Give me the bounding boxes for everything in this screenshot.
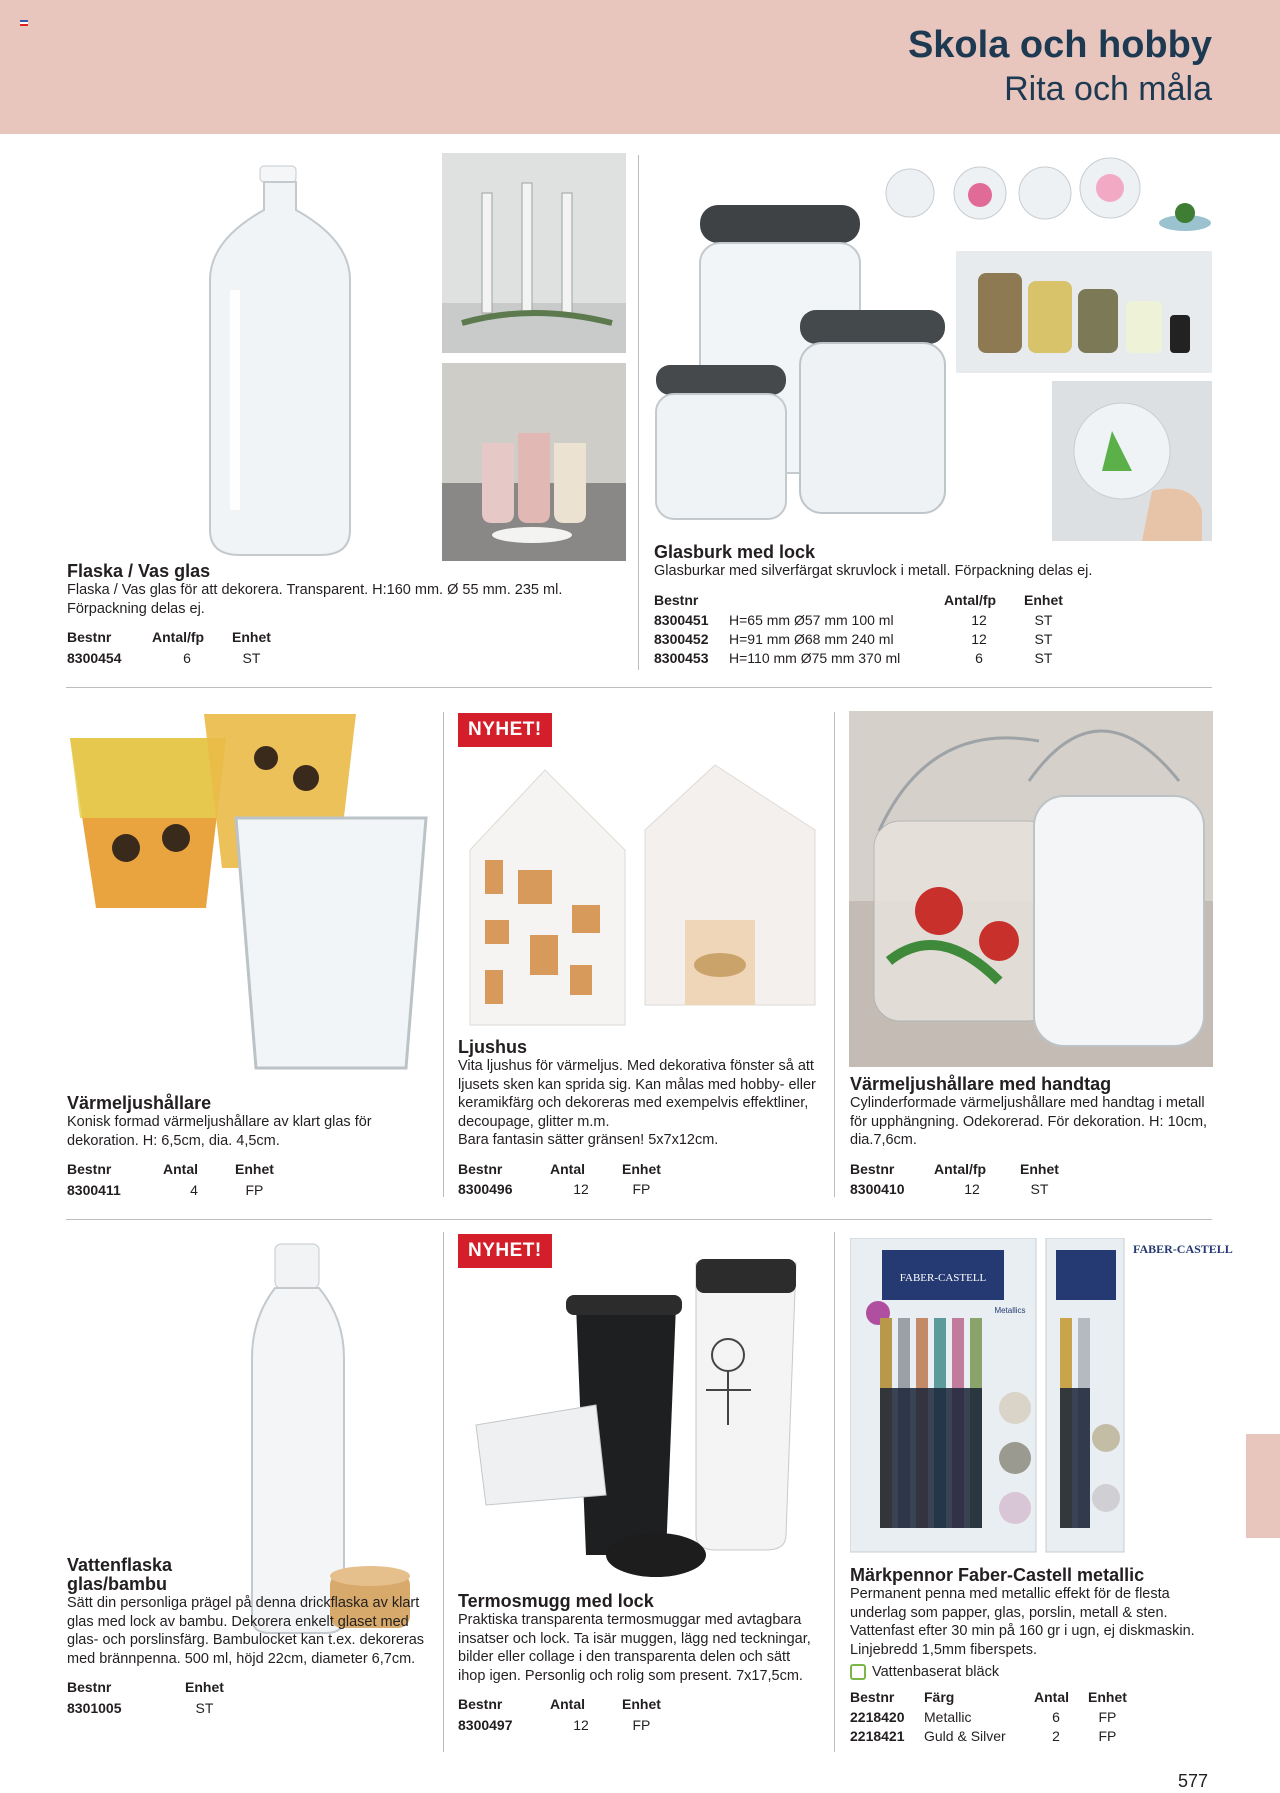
dimensions: H=91 mm Ø68 mm 240 ml	[729, 631, 894, 647]
col-header: Antal/fp	[944, 591, 997, 608]
article-number: 8300496	[458, 1181, 513, 1197]
col-header: Bestnr	[850, 1688, 895, 1705]
unit: ST	[195, 1699, 214, 1716]
product-table	[850, 1160, 1069, 1200]
col-header: Enhet	[1088, 1688, 1127, 1705]
candle-vase-photo	[442, 153, 626, 353]
thermos-mugs-image	[466, 1255, 822, 1585]
glass-bottle-image	[200, 160, 360, 560]
col-header-blank	[729, 591, 944, 612]
col-header: Enhet	[185, 1679, 224, 1695]
quantity: 6	[183, 649, 191, 666]
snow-globes-photo	[880, 153, 1212, 243]
product-vattenflaska	[67, 1556, 437, 1718]
article-number: 2218421	[850, 1728, 905, 1744]
table-row	[850, 1708, 1137, 1727]
article-number: 8300452	[654, 631, 709, 647]
col-header: Antal	[163, 1161, 198, 1177]
table-row	[458, 1180, 671, 1199]
product-table	[458, 1695, 671, 1735]
product-title: Termosmugg med lock	[458, 1591, 654, 1611]
quantity: 2	[1052, 1728, 1060, 1744]
new-badge: NYHET!	[458, 1234, 552, 1268]
product-description: Flaska / Vas glas för att dekorera. Transparent. H:160 mm. Ø 55 mm. 235 ml. Förpackning delas ej.	[67, 582, 563, 617]
col-header: Enhet	[622, 1696, 661, 1712]
color: Metallic	[924, 1709, 972, 1725]
unit: FP	[632, 1181, 651, 1197]
article-number: 2218420	[850, 1709, 905, 1725]
product-description: Vita ljushus för värmeljus. Med dekorativa fönster så att ljusets sken kan sprida sig. Kan målas med hobby- eller keramikfärg och dekoreras med exempelvis effektliner, decoupage, glitter m.m.	[458, 1058, 816, 1130]
water-based-note	[850, 1663, 1220, 1682]
product-title: Flaska / Vas glas	[67, 561, 211, 581]
product-title: Märkpennor Faber-Castell metallic	[850, 1565, 1145, 1585]
divider	[66, 1219, 1212, 1220]
unit: ST	[1034, 612, 1053, 628]
divider	[66, 687, 1212, 688]
col-header: Antal/fp	[152, 629, 205, 645]
page-number: 577	[1178, 1771, 1209, 1791]
quantity: 12	[573, 1716, 589, 1733]
col-header: Bestnr	[458, 1160, 503, 1177]
quantity: 12	[971, 631, 987, 647]
col-header: Enhet	[1020, 1160, 1059, 1177]
product-table	[67, 1160, 284, 1200]
col-header: Antal	[550, 1160, 585, 1177]
faber-castell-markers-image	[850, 1238, 1210, 1554]
product-title: Värmeljushållare	[67, 1093, 212, 1113]
product-table	[850, 1688, 1137, 1747]
dimensions: H=65 mm Ø57 mm 100 ml	[729, 612, 894, 628]
col-header: Bestnr	[67, 1679, 112, 1695]
col-header: Bestnr	[458, 1696, 503, 1712]
divider	[443, 712, 444, 1197]
filled-jars-photo	[956, 251, 1212, 373]
divider	[834, 1232, 835, 1752]
unit: FP	[1098, 1728, 1117, 1744]
dimensions: H=110 mm Ø75 mm 370 ml	[729, 650, 901, 666]
article-number: 8300454	[67, 649, 122, 666]
page-header	[0, 0, 1280, 134]
col-header: Enhet	[232, 629, 271, 645]
flag-icon	[20, 20, 28, 26]
quantity: 12	[964, 1181, 980, 1197]
glass-jars-image	[650, 195, 950, 525]
col-header: Enhet	[235, 1161, 274, 1177]
faber-castell-logo: FABER-CASTELL	[1133, 1242, 1233, 1256]
col-header: Bestnr	[67, 1161, 112, 1177]
product-table	[67, 1678, 234, 1718]
subcategory-title: Rita och måla	[1004, 70, 1212, 108]
painted-vases-photo	[442, 363, 626, 561]
candle-houses-image	[460, 760, 820, 1030]
col-header: Bestnr	[654, 591, 699, 608]
unit: FP	[632, 1716, 651, 1733]
article-number: 8300453	[654, 650, 709, 666]
unit: FP	[1098, 1709, 1117, 1725]
product-title: Ljushus	[458, 1037, 528, 1057]
article-number: 8301005	[67, 1699, 122, 1716]
color: Guld & Silver	[924, 1728, 1006, 1744]
product-description: Glasburkar med silverfärgat skruvlock i metall. Förpackning delas ej.	[654, 563, 1093, 579]
quantity: 6	[975, 650, 983, 666]
article-number: 8300451	[654, 612, 709, 628]
product-description: Sätt din personliga prägel på denna drickflaska av klart glas med lock av bambu. Dekorera enkelt glaset med glas- och porslinsfärg. Bambulocket kan t.ex. dekoreras med brännpenna. 500 ml, höjd 22cm, diameter 6,7cm.	[67, 1595, 425, 1667]
table-row	[67, 649, 281, 668]
table-row	[67, 1699, 234, 1718]
divider	[834, 712, 835, 1197]
unit: ST	[1030, 1181, 1049, 1197]
unit: ST	[1034, 631, 1053, 647]
product-title: Vattenflaska glas/bambu	[67, 1555, 173, 1594]
pack-sub-label: Metallics	[994, 1306, 1026, 1315]
col-header: Bestnr	[67, 629, 112, 645]
product-table	[458, 1160, 671, 1200]
table-row	[850, 1727, 1137, 1746]
quantity: 12	[971, 612, 987, 628]
unit: ST	[242, 649, 261, 666]
article-number: 8300497	[458, 1716, 513, 1733]
water-based-label: Vattenbaserat bläck	[872, 1664, 1000, 1680]
hanging-lantern-image	[849, 711, 1213, 1067]
col-header: Enhet	[1024, 591, 1063, 608]
product-ljushus	[458, 1038, 823, 1199]
product-description: Konisk formad värmeljushållare av klart glas för dekoration. H: 6,5cm, dia. 4,5cm.	[67, 1114, 372, 1149]
side-tab	[1246, 1434, 1280, 1538]
category-title: Skola och hobby	[907, 24, 1212, 66]
new-badge: NYHET!	[458, 713, 552, 747]
product-varmeljus	[67, 1094, 437, 1200]
col-header: Enhet	[622, 1160, 661, 1177]
quantity: 12	[573, 1181, 589, 1197]
col-header: Bestnr	[850, 1160, 895, 1177]
product-flaska	[67, 562, 607, 668]
unit: ST	[1034, 650, 1053, 666]
product-markpenna	[850, 1566, 1220, 1746]
table-row	[654, 649, 1073, 668]
pack-brand-label: FABER-CASTELL	[899, 1272, 987, 1284]
tealight-holders-image	[66, 708, 436, 1078]
divider	[443, 1232, 444, 1752]
product-description-extra: Bara fantasin sätter gränsen! 5x7x12cm.	[458, 1132, 719, 1148]
product-description: Praktiska transparenta termosmuggar med avtagbara insatser och lock. Ta isär muggen, lägg ned teckningar, bilder eller collage i den transparenta delen och sätt ihop igen. Personlig och rolig som present. 7x17,5cm.	[458, 1612, 811, 1684]
col-header: Färg	[924, 1688, 955, 1705]
col-header: Antal/fp	[934, 1160, 987, 1177]
quantity: 6	[1052, 1709, 1060, 1725]
snowglobe-hand-photo	[1052, 381, 1212, 541]
product-description: Cylinderformade värmeljushållare med handtag i metall för upphängning. Odekorerad. För dekoration. H: 10cm, dia.7,6cm.	[850, 1095, 1208, 1148]
product-title: Glasburk med lock	[654, 542, 816, 562]
product-title: Värmeljushållare med handtag	[850, 1074, 1112, 1094]
article-number: 8300410	[850, 1181, 905, 1197]
product-handtag	[850, 1075, 1220, 1199]
col-header: Antal	[550, 1696, 585, 1712]
product-table	[654, 591, 1073, 669]
product-description: Permanent penna med metallic effekt för de flesta underlag som papper, glas, porslin, metall & sten. Vattenfast efter 30 min på 160 gr i ugn, ej diskmaskin. Linjebredd 1,5mm fiberspets.	[850, 1586, 1195, 1658]
col-header: Antal	[1034, 1688, 1069, 1705]
divider	[638, 155, 639, 670]
leaf-icon	[850, 1664, 866, 1680]
unit: FP	[245, 1181, 264, 1198]
quantity: 4	[190, 1181, 198, 1198]
table-row	[458, 1716, 671, 1735]
table-row	[654, 630, 1073, 649]
product-table	[67, 628, 281, 668]
product-glasburk	[654, 543, 1214, 668]
table-row	[654, 611, 1073, 630]
table-row	[67, 1181, 284, 1200]
article-number: 8300411	[67, 1181, 121, 1198]
product-termos	[458, 1592, 813, 1735]
table-row	[850, 1180, 1069, 1199]
